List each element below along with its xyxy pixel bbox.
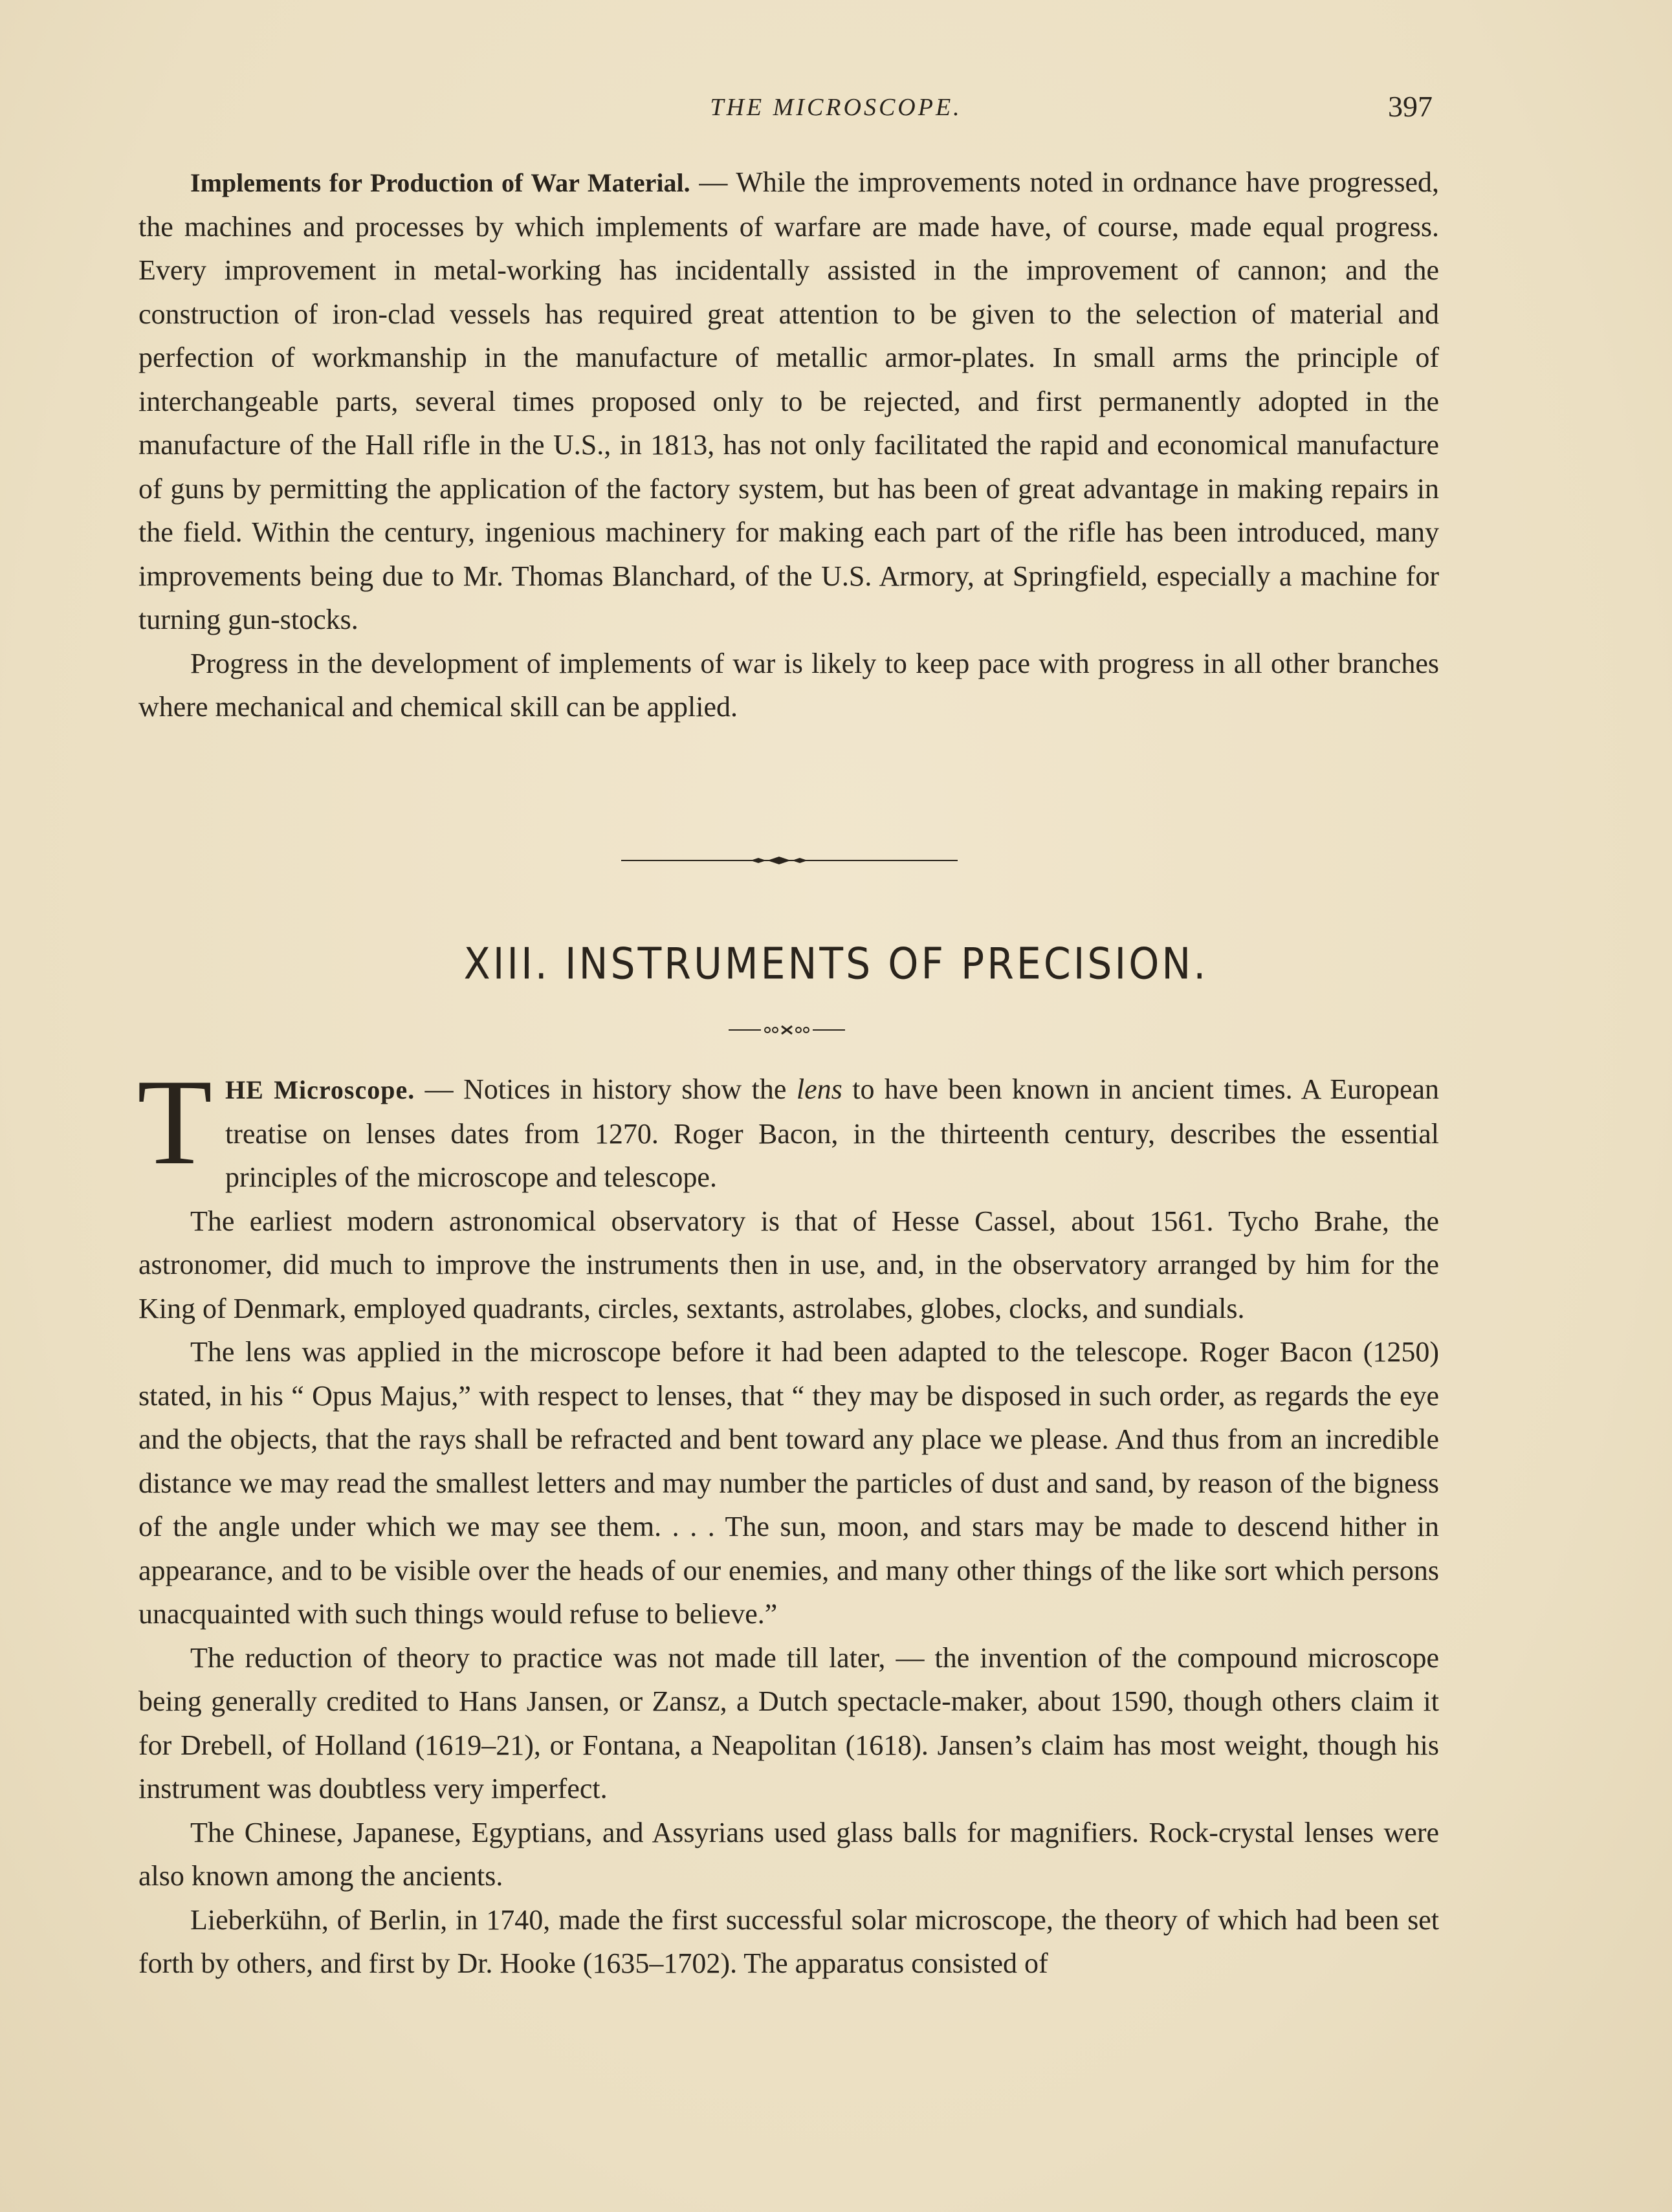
- war-progress-paragraph: Progress in the development of implements of war is likely to keep pace with progress in all other branches where mechanical and chemical skill can be applied.: [138, 647, 1439, 723]
- running-head: [0, 89, 1672, 128]
- observatory-paragraph: The earliest modern astronomical observatory is that of Hesse Cassel, about 1561. Tycho Brahe, the astronomer, did much to improve the instruments then in use, and, in the observatory arranged by him for the King of Denmark, employed quadrants, circles, sextants, astrolabes, globes, clocks, and sundials.: [138, 1205, 1439, 1324]
- microscope-heading: HE Microscope.: [225, 1075, 415, 1104]
- chapter-title: XIII. INSTRUMENTS OF PRECISION.: [463, 938, 1209, 990]
- microscope-section: [137, 1055, 1440, 1986]
- page-number: 397: [1388, 90, 1433, 123]
- microscope-intro-before: — Notices in history show the: [415, 1073, 797, 1105]
- drop-cap-letter: T: [137, 1055, 213, 1190]
- chapter-ornament: [729, 1022, 845, 1038]
- war-material-section: [138, 160, 1439, 729]
- war-material-paragraph: [138, 160, 1439, 642]
- magnifiers-paragraph: The Chinese, Japanese, Egyptians, and Assyrians used glass balls for magnifiers. Rock-crystal lenses were also known among the ancients.: [138, 1816, 1439, 1892]
- microscope-intro-after: to have been known in ancient times. A European treatise on lenses dates from 1270. Roger Bacon, in the thirteenth century, describes the essential principles of the microscope and telescope.: [225, 1073, 1440, 1193]
- lens-italic-word: lens: [796, 1073, 842, 1105]
- solar-microscope-paragraph: Lieberkühn, of Berlin, in 1740, made the first successful solar microscope, the theory of which had been set forth by others, and first by Dr. Hooke (1635–1702). The apparatus consisted of: [138, 1903, 1439, 1979]
- bacon-paragraph: The lens was applied in the microscope before it had been adapted to the telescope. Roger Bacon (1250) stated, in his “ Opus Majus,” with respect to lenses, that “ they may be disposed in such order, as regards the eye and the objects, that the rays shall be refracted and bent toward any place we please. And thus from an incredible distance we may read the smallest letters and may number the particles of dust and sand, by reason of the bigness of the angle under which we may see them. . . . The sun, moon, and stars may be made to descend hither in appearance, and to be visible over the heads of our enemies, and many other things of the like sort which persons unacquainted with such things would refuse to believe.”: [138, 1336, 1439, 1630]
- war-material-body: — While the improvements noted in ordnance have progressed, the machines and processes by which implements of warfare are made have, of course, made equal progress. Every improvement in metal-working has incidentally assisted in the improvement of cannon; and the construction of iron-clad vessels has required great attention to be given to the selection of material and perfection of workmanship in the manufacture of metallic armor-plates. In small arms the principle of interchangeable parts, several times proposed only to be rejected, and first permanently adopted in the manufacture of the Hall rifle in the U.S., in 1813, has not only facilitated the rapid and economical manufacture of guns by permitting the application of the factory system, but has been of great advantage in making repairs in the field. Within the century, ingenious machinery for making each part of the rifle has been introduced, many improvements being due to Mr. Thomas Blanchard, of the U.S. Armory, at Springfield, especially a machine for turning gun-stocks.: [138, 166, 1439, 635]
- microscope-intro-paragraph: [137, 1055, 1440, 1199]
- section-divider-ornament: [621, 854, 958, 867]
- running-title: THE MICROSCOPE.: [710, 94, 962, 121]
- war-material-heading: Implements for Production of War Material.: [190, 168, 690, 197]
- compound-microscope-paragraph: The reduction of theory to practice was not made till later, — the invention of the compound microscope being generally credited to Hans Jansen, or Zansz, a Dutch spectacle-maker, about 1590, though others claim it for Drebell, of Holland (1619–21), or Fontana, a Neapolitan (1618). Jansen’s claim has most weight, though his instrument was doubtless very imperfect.: [138, 1641, 1439, 1804]
